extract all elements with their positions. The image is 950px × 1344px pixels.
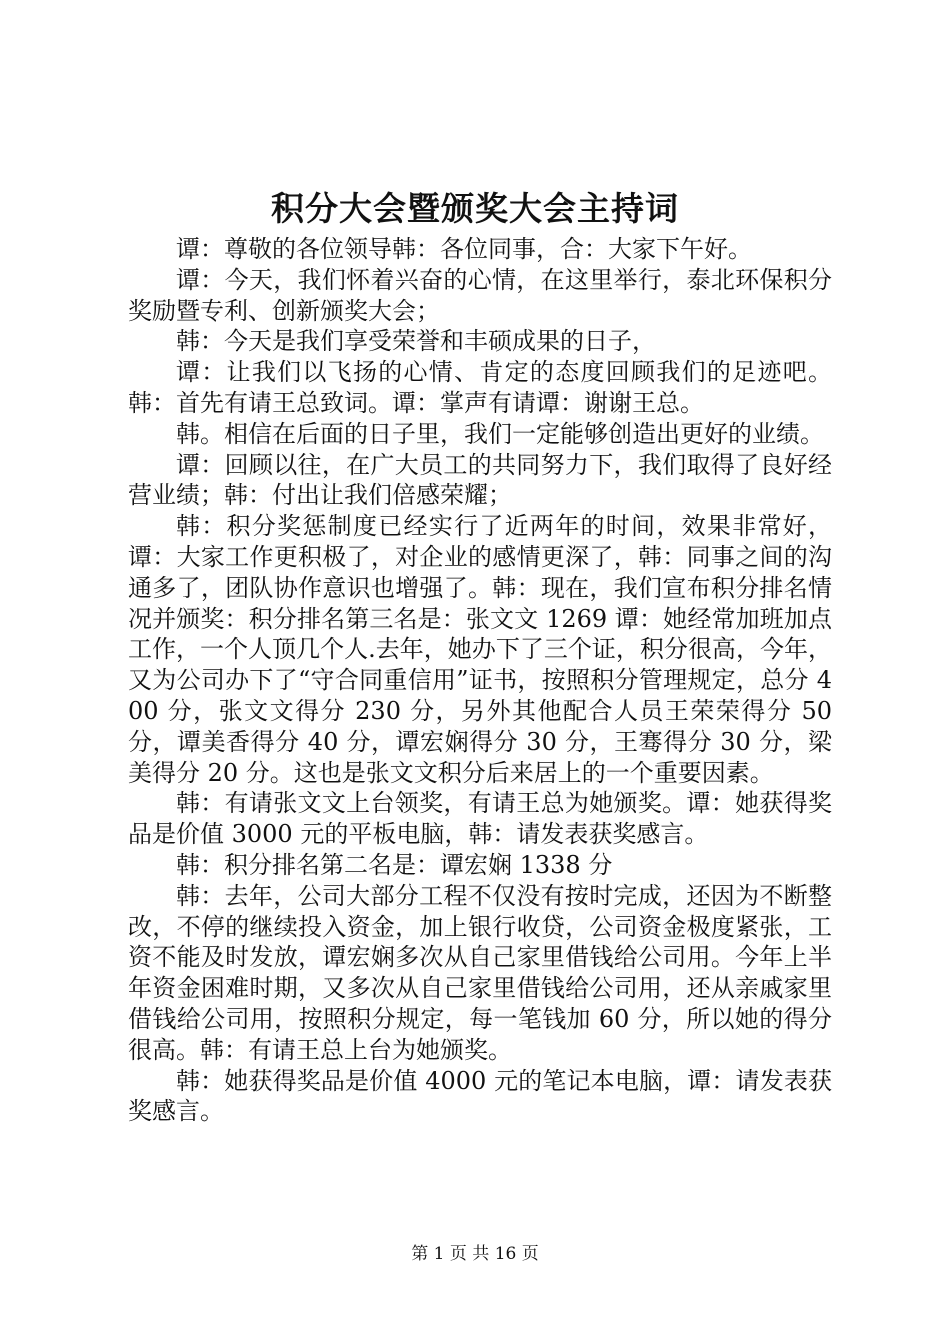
- paragraph: 韩：有请张文文上台领奖，有请王总为她颁奖。谭：她获得奖品是价值 3000 元的平板电脑，韩：请发表获奖感言。: [128, 789, 832, 849]
- paragraph: 谭：尊敬的各位领导韩：各位同事，合：大家下午好。: [176, 235, 752, 263]
- paragraph: 韩：去年，公司大部分工程不仅没有按时完成，还因为不断整改，不停的继续投入资金，加上银行收贷，公司资金极度紧张，工资不能及时发放，谭宏娴多次从自己家里借钱给公司用。今年上半年资金困难时期，又多次从自己家里借钱给公司用，还从亲戚家里借钱给公司用，按照积分规定，每一笔钱加 60 分，所以她的得分很高。韩：有请王总上台为她颁奖。: [128, 881, 832, 1064]
- paragraph: 韩。相信在后面的日子里，我们一定能够创造出更好的业绩。: [176, 419, 824, 448]
- paragraph: 韩：她获得奖品是价值 4000 元的笔记本电脑，谭：请发表获奖感言。: [128, 1066, 832, 1126]
- paragraph: 韩：今天是我们享受荣誉和丰硕成果的日子，: [176, 327, 656, 356]
- paragraph: 谭：回顾以往，在广大员工的共同努力下，我们取得了良好经营业绩；韩：付出让我们倍感荣耀；: [128, 450, 832, 510]
- page-number-footer: 第 1 页 共 16 页: [411, 1244, 539, 1264]
- document-title: 积分大会暨颁奖大会主持词: [271, 189, 679, 228]
- document-body: [128, 234, 832, 1127]
- paragraph: 谭：让我们以飞扬的心情、肯定的态度回顾我们的足迹吧。韩：首先有请王总致词。谭：掌声有请谭：谢谢王总。: [128, 358, 832, 417]
- paragraph: 谭：今天，我们怀着兴奋的心情，在这里举行，泰北环保积分奖励暨专利、创新颁奖大会；: [128, 265, 832, 325]
- paragraph: 韩：积分奖惩制度已经实行了近两年的时间，效果非常好，谭：大家工作更积极了，对企业的感情更深了，韩：同事之间的沟通多了，团队协作意识也增强了。韩：现在，我们宣布积分排名情况并颁奖：积分排名第三名是：张文文 1269 谭：她经常加班加点工作，一个人顶几个人.去年，她办下了三个证，积分很高，今年，又为公司办下了“守合同重信用”证书，按照积分管理规定，总分 400 分，张文文得分 230 分，另外其他配合人员王荣荣得分 50 分，谭美香得分 40 分，谭宏娴得分 30 分，王骞得分 30 分，梁美得分 20 分。这也是张文文积分后来居上的一个重要因素。: [128, 512, 832, 787]
- paragraph: 韩：积分排名第二名是：谭宏娴 1338 分: [176, 850, 613, 879]
